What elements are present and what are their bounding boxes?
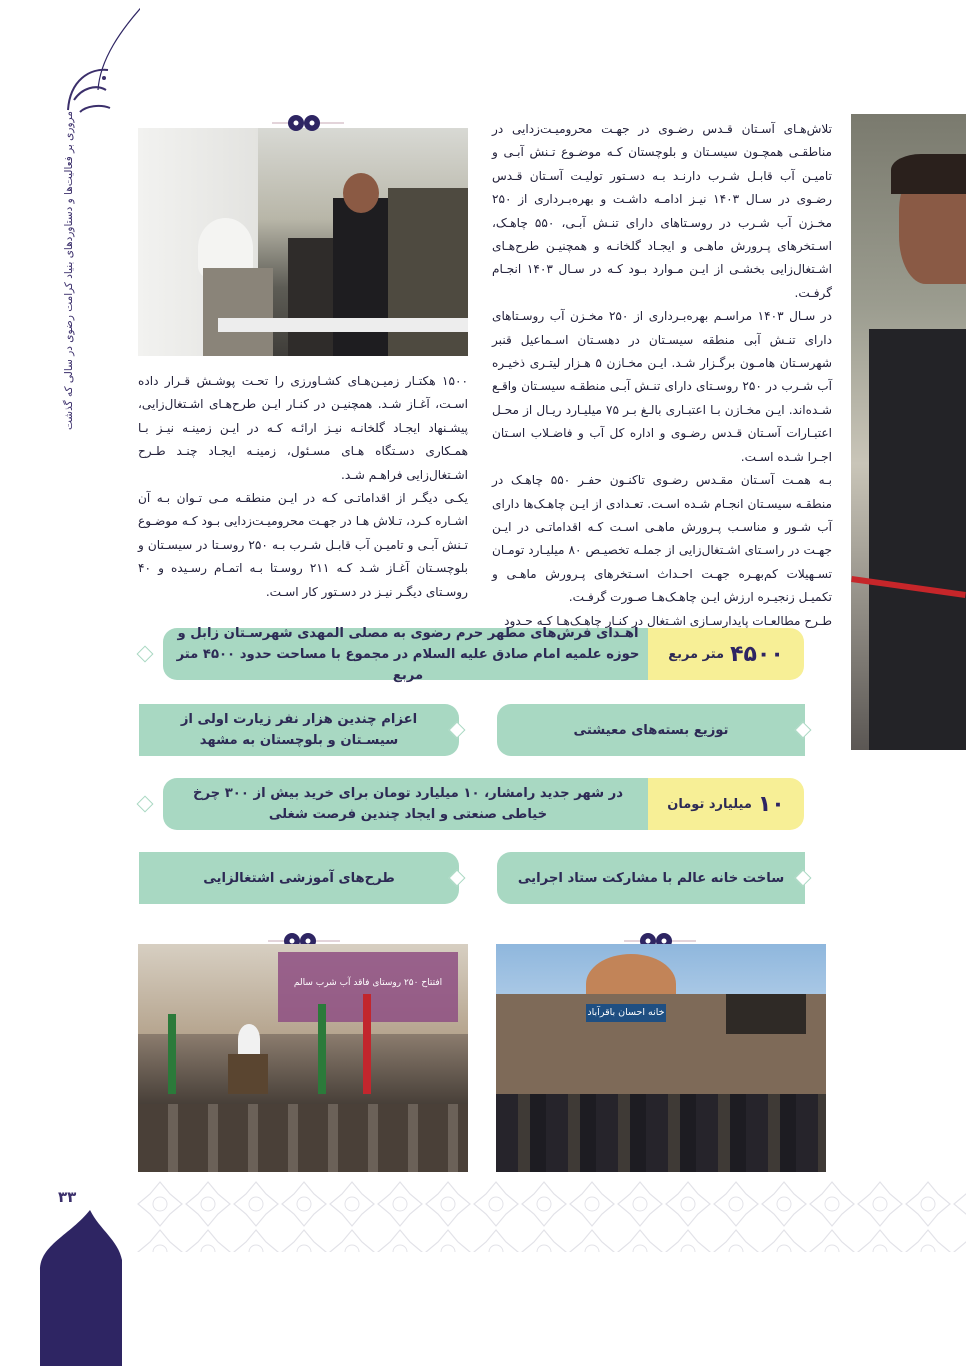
highlight-carpets-stat — [648, 628, 804, 680]
photo-official-portrait — [851, 114, 966, 750]
highlight-sewing-machines-text: در شهر جدید رامشار، ۱۰ میلیارد تومان برای خرید بیش از ۳۰۰ چرخ خیاطی صنعتی و ایجاد چندین فرصت شغلی — [163, 778, 653, 830]
side-title: مروری بر فعالیت‌ها و دستاوردهای بنیاد کرامت رضوی در سالی که گذشت — [63, 111, 75, 430]
geometric-pattern-decoration — [136, 1180, 966, 1252]
highlight-training-plans: طرح‌های آموزشی اشتغالزایی — [139, 852, 459, 904]
highlight-alem-house: ساخت خانه عالم با مشارکت ستاد اجرایی — [497, 852, 805, 904]
ornament-icon — [272, 112, 344, 132]
paragraph: در سـال ۱۴۰۳ مراسـم بهره‌بـرداری از ۲۵۰ مخـزن آب روسـتاهای دارای تنـش آبی منطقه سیسـتان در دهسـتان اسـماعیل قنبر شهرسـتان هامـون برگـزار شـد. ایـن مخـازن ۵ هـزار لیتـری ذخیـره آب شـرب در ۲۵۰ روسـتای دارای تنـش آبـی منطقـه سیسـتان واقـع شـده‌اند. ایـن مخـازن بـا اعتبـاری بالـغ بـر ۷۵ میلیـارد ریـال از محـل اعتبـارات آسـتان قـدس رضـوی و اداره کل آب و فاضـلاب اسـتان اجـرا شـده اسـت. — [492, 309, 832, 464]
right-text-column — [492, 118, 832, 633]
photo-banner-text: افتتاح ۲۵۰ روستای فاقد آب شرب سالم — [293, 978, 443, 988]
paragraph: یکـی دیگـر از اقداماتـی کـه در ایـن منطقـه مـی تـوان بـه آن اشـاره کـرد، تـلاش هـا در جهـت محرومیـت‌زدایی بـود کـه موضـوع تـنش آبـی و تامیـن آب قابـل شـرب بـه ۲۵۰ روسـتا در سیسـتان و بلوچسـتان آغـاز شـد کـه ۲۱۱ روسـتا بـه اتمـام رسـیده و ۴۰ روسـتای دیگـر نیـز در دسـتور کار اسـت. — [138, 491, 468, 599]
paragraph: بـه همـت آسـتان مقـدس رضـوی تاکنـون حفـر ۵۵۰ چاهـک در منطقـه سیسـتان انجـام شـده اسـت. تعـدادی از ایـن چاهـک‌ها دارای آب شـور و مناسـب پـرورش ماهـی اسـت کـه اقداماتـی در ایـن جهـت در راسـتای اشـتغال‌زایی از جملـه تخصیـص ۸۰ میلیـارد تومـان تسـهیلات کم‌بهـره جهـت احـداث اسـتخرهای پـرورش ماهـی و تکمیـل زنجیـره ارزش ایـن چاهـک‌هـا صـورت گرفـت. — [492, 473, 832, 605]
page-number: ۳۳ — [58, 1188, 77, 1206]
highlight-livelihood-packages: توزیع بسته‌های معیشتی — [497, 704, 805, 756]
paragraph: ۱۵۰۰ هکتـار زمیـن‌هـای کشـاورزی را تحـت پوشـش قـرار داده اسـت، آغـاز شـد. همچنیـن در کنـار ایـن طرح‌هـای اشـتغال‌زایی، پیشـنهاد ایجـاد گلخانـه نیـز ارائـه کـه در ایـن زمینـه نیـز بـا همـکاری دسـتگاه هـای مسـئول، زمینـه ایجـاد چنـد طـرح اشـتغال‌زایی فراهـم شـد. — [138, 374, 468, 482]
stat-unit: میلیارد تومان — [667, 796, 752, 812]
photo-ribbon-cutting — [138, 128, 468, 356]
photo-mosque-ceremony — [138, 944, 468, 1172]
stat-number: ۴۵۰۰ — [730, 641, 784, 667]
highlight-carpets-text: اهـدای فرش‌های مطهر حرم رضوی به مصلی المهدی شهرسـتان زابل و حوزه علمیه امام صادق علیه السلام در مجموع با مساحت حدود ۴۵۰۰ متر مربع — [163, 628, 653, 680]
highlight-pilgrimage: اعزام چندین هزار نفر زیارت اولی از سیسـتان و بلوچستان به مشهد — [139, 704, 459, 756]
photo-sign-text: خانه احسان باقرآباد — [586, 1004, 666, 1022]
photo-ehsan-house — [496, 944, 826, 1172]
highlight-sewing-machines-stat — [648, 778, 804, 830]
paragraph: طـرح مطالعـات پایدارسـازی اشـتغال در کنـار چاهـک‌هـا کـه حـدود — [504, 613, 832, 628]
paragraph: تلاش‌هـای آسـتان قـدس رضـوی در جهـت محرومیـت‌زدایی در مناطقـی همچـون سیسـتان و بلوچستان کـه موضـوع تـنش آبـی و تامیـن آب قابـل شـرب دارنـد بـه دسـتور تولیـت آسـتان قـدس رضـوی در سـال ۱۴۰۳ نیـز ادامـه داشـت و بهره‌بـرداری از ۲۵۰ مخـزن آب شـرب در روسـتاهای دارای تنـش آبـی، ۵۵۰ چاهـک، اسـتخرهای پـرورش ماهـی و ایجـاد گلخانـه و همچنیـن طرح‌هـای اشـتغال‌زایی بخشـی از ایـن مـوارد بـود کـه در سـال ۱۴۰۳ انجـام گرفـت. — [492, 122, 833, 300]
left-text-column — [138, 370, 468, 604]
stat-unit: متر مربع — [668, 646, 725, 662]
stat-number: ۱۰ — [757, 791, 785, 817]
